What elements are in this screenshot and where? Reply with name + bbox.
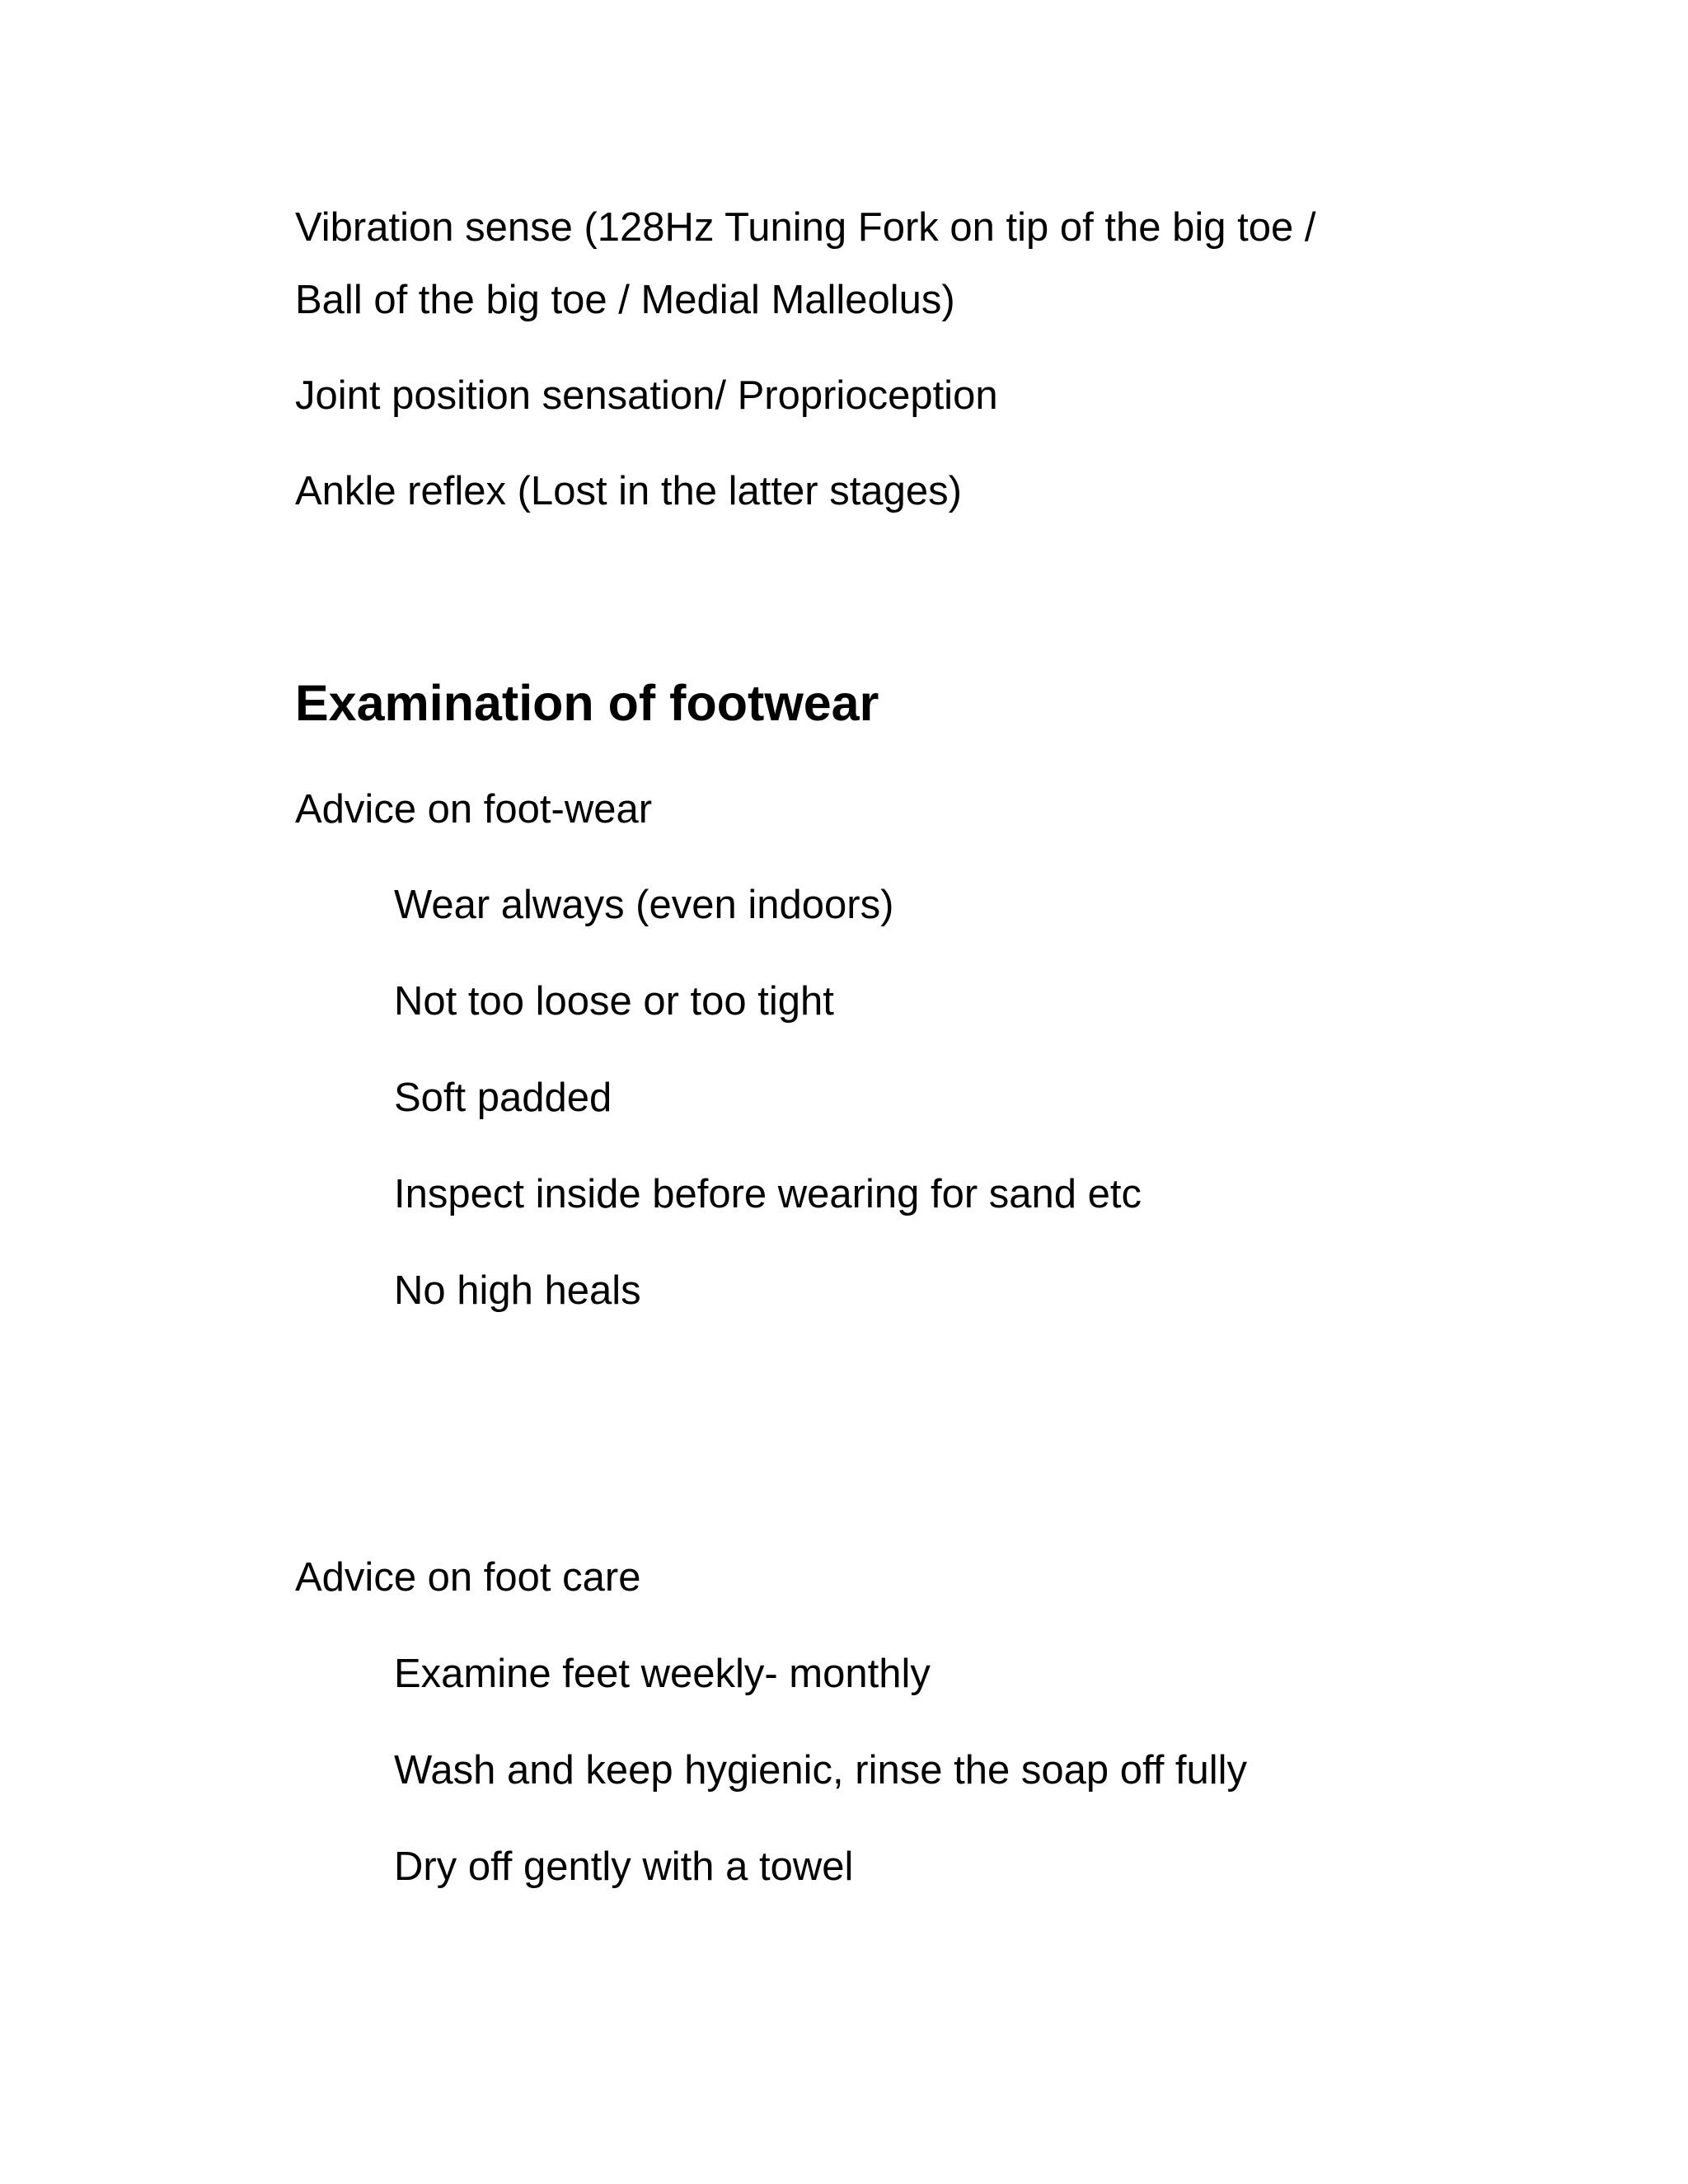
list-item-footcare: Wash and keep hygienic, rinse the soap off fully bbox=[394, 1748, 1248, 1793]
list-item-footwear: Soft padded bbox=[394, 1076, 612, 1120]
list-item-footcare: Examine feet weekly- monthly bbox=[394, 1652, 931, 1696]
subsection-title-footcare-advice: Advice on foot care bbox=[295, 1555, 641, 1600]
section-heading-footwear: Examination of footwear bbox=[295, 675, 879, 731]
list-item-footwear: Not too loose or too tight bbox=[394, 979, 834, 1024]
list-item-footwear: No high heals bbox=[394, 1268, 641, 1313]
text-line-vibration-sites: Ball of the big toe / Medial Malleolus) bbox=[295, 278, 955, 322]
list-item-footcare: Dry off gently with a towel bbox=[394, 1844, 854, 1889]
text-line-ankle-reflex: Ankle reflex (Lost in the latter stages) bbox=[295, 469, 962, 513]
list-item-footwear: Inspect inside before wearing for sand etc bbox=[394, 1172, 1142, 1216]
text-line-joint-position: Joint position sensation/ Proprioception bbox=[295, 373, 998, 418]
subsection-title-footwear-advice: Advice on foot-wear bbox=[295, 787, 653, 832]
list-item-footwear: Wear always (even indoors) bbox=[394, 883, 894, 927]
text-line-vibration-sense: Vibration sense (128Hz Tuning Fork on tip of the big toe / bbox=[295, 205, 1316, 250]
